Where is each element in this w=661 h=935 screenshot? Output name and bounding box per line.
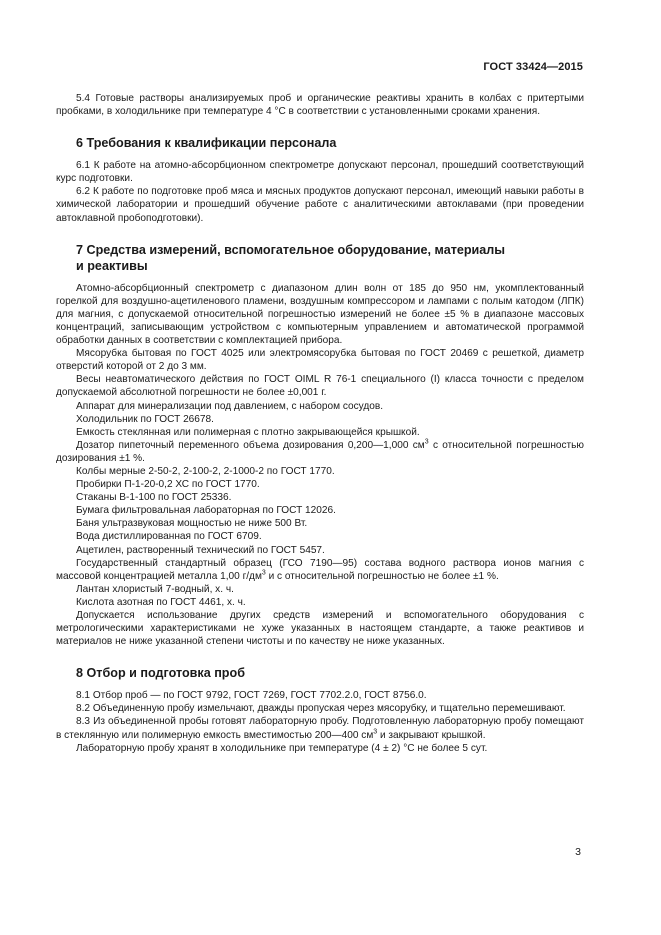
item-dispenser: Дозатор пипеточный переменного объема дозирования 0,200—1,000 $см^3$ с относительной погрешностью дозирования ±1 %. xyxy=(56,438,585,464)
paragraph-6-1: 6.1 К работе на атомно-абсорбционном спектрометре допускают персонал, прошедший соответствующий курс подготовки. xyxy=(56,160,584,185)
item-nitric-acid: Кислота азотная по ГОСТ 4461, х. ч. xyxy=(76,596,246,608)
item-lanthanum-chloride: Лантан хлористый 7-водный, х. ч. xyxy=(76,583,234,595)
item-beakers: Стаканы В-1-100 по ГОСТ 25336. xyxy=(76,492,232,504)
item-substitution-note: Допускается использование других средств измерений и вспомогательного оборудования с метрологическими характеристиками не хуже указанных в настоящем стандарте, а также реактивов и материалов не ниже указанной степени чистоты и по качеству не ниже указанных. xyxy=(56,610,584,648)
paragraph-5-4: 5.4 Готовые растворы анализируемых проб и органические реактивы хранить в колбах с притертыми пробками, в холодильнике при температуре 4 °С в соответствии с установленными сроками хранения. xyxy=(56,93,584,118)
item-flasks: Колбы мерные 2-50-2, 2-100-2, 2-1000-2 по ГОСТ 1770. xyxy=(76,465,335,477)
page-content xyxy=(56,92,584,755)
section-7-heading-line1: 7 Средства измерений, вспомогательное оборудование, материалы xyxy=(76,242,506,257)
section-6-heading: 6 Требования к квалификации персонала xyxy=(76,136,337,151)
section-7-heading-line2: и реактивы xyxy=(76,258,148,273)
item-acetylene: Ацетилен, растворенный технический по ГОСТ 5457. xyxy=(76,544,325,556)
item-meat-grinder: Мясорубка бытовая по ГОСТ 4025 или электромясорубка бытовая по ГОСТ 20469 с решеткой, диаметр отверстий которой от 2 до 3 мм. xyxy=(56,348,584,373)
page-number: 3 xyxy=(575,846,581,858)
item-ultrasonic-bath: Баня ультразвуковая мощностью не ниже 500 Вт. xyxy=(76,518,308,530)
item-test-tubes: Пробирки П-1-20-0,2 ХС по ГОСТ 1770. xyxy=(76,479,260,491)
item-mineralization-apparatus: Аппарат для минерализации под давлением, с набором сосудов. xyxy=(76,400,384,412)
item-refrigerator: Холодильник по ГОСТ 26678. xyxy=(76,413,214,425)
document-code: ГОСТ 33424—2015 xyxy=(483,61,583,73)
paragraph-6-2: 6.2 К работе по подготовке проб мяса и мясных продуктов допускают персонал, имеющий навыки работы в химической лаборатории и прошедший обучение работе с аналитическими автоклавами (при проведении автоклавной пробоподготовки). xyxy=(56,186,584,224)
item-container: Емкость стеклянная или полимерная с плотно закрывающейся крышкой. xyxy=(76,426,420,438)
paragraph-8-1: 8.1 Отбор проб — по ГОСТ 9792, ГОСТ 7269, ГОСТ 7702.2.0, ГОСТ 8756.0. xyxy=(76,690,427,702)
item-distilled-water: Вода дистиллированная по ГОСТ 6709. xyxy=(76,531,262,543)
section-8-heading: 8 Отбор и подготовка проб xyxy=(76,666,245,681)
item-spectrometer: Атомно-абсорбционный спектрометр с диапазоном длин волн от 185 до 950 нм, укомплектованный горелкой для воздушно-ацетиленового пламени, воздушным компрессором и лампами с полым катодом (ЛПК) для магния, с допускаемой относительной погрешностью измерений не более ±5 % в диапазоне массовых концентраций, записывающим устройством с компьютерным управлением и автоматической программой обработки данных в соответствии с комплектацией прибора. xyxy=(56,282,584,347)
item-gso: Государственный стандартный образец (ГСО 7190—95) состава водного раствора ионов магния с массовой концентрацией металла 1,00 $г/дм^3$ и с относительной погрешностью не более ±1 %. xyxy=(56,557,584,582)
item-scales: Весы неавтоматического действия по ГОСТ OIML R 76-1 специального (I) класса точности с пределом допускаемой абсолютной погрешности не более ±0,001 г. xyxy=(56,374,584,399)
paragraph-8-3: 8.3 Из объединенной пробы готовят лабораторную пробу. Подготовленную лабораторную пробу помещают в стеклянную или полимерную емкость вместимостью 200—400 $см^3$ и закрывают крышкой. xyxy=(56,716,584,741)
paragraph-8-2: 8.2 Объединенную пробу измельчают, дважды пропуская через мясорубку, и тщательно перемешивают. xyxy=(76,703,566,715)
item-filter-paper: Бумага фильтровальная лабораторная по ГОСТ 12026. xyxy=(76,505,336,517)
paragraph-8-storage: Лабораторную пробу хранят в холодильнике при температуре (4 ± 2) °С не более 5 сут. xyxy=(76,742,488,754)
